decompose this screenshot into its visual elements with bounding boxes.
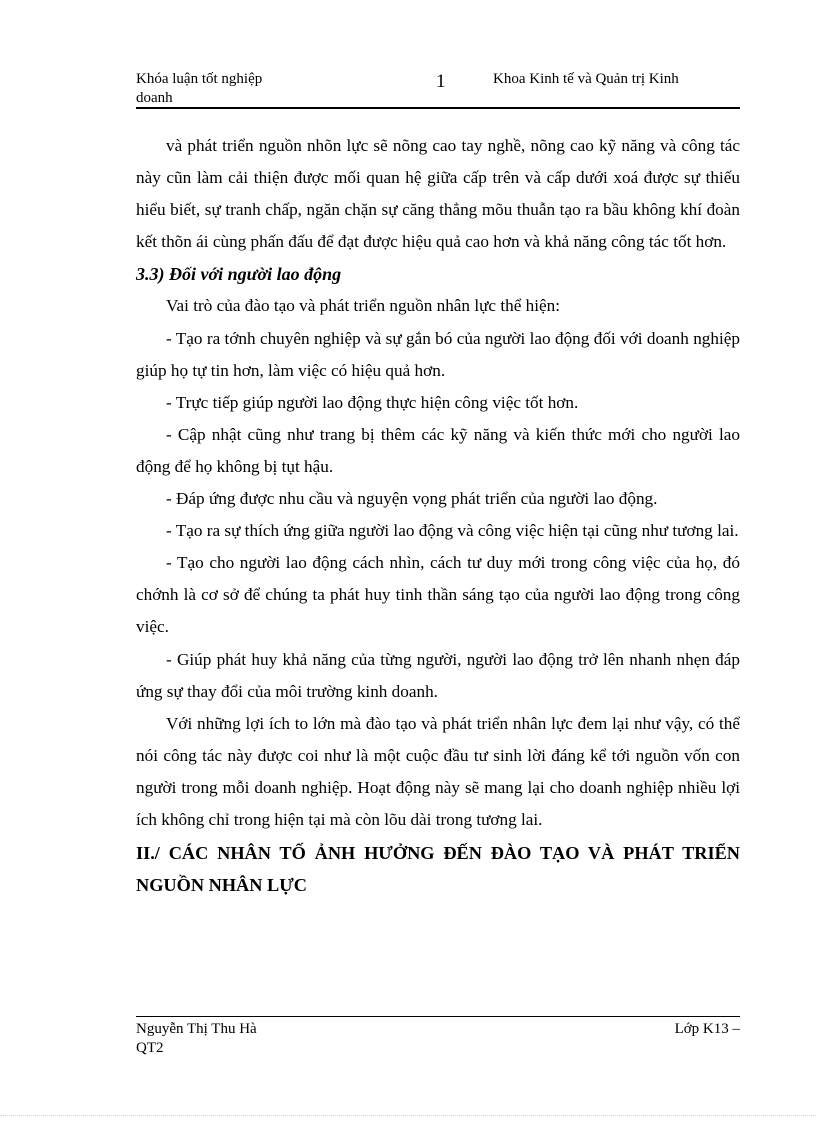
bullet-paragraph: - Trực tiếp giúp người lao động thực hiện công việc tốt hơn. [166,392,579,412]
header-faculty-label: Khoa Kinh tế và Quản trị Kinh [493,71,679,87]
footer-class: Lớp K13 – [674,1021,740,1037]
page-header [136,70,740,108]
subheading: 3.3) Đối với người lao động [136,264,342,285]
footer-divider [136,1016,740,1017]
paragraph: Vai trò của đào tạo và phát triển nguồn nhân lực thể hiện: [166,296,561,316]
bullet-paragraph: - Tạo cho người lao động cách nhìn, cách tư duy mới trong công việc của họ, đó chớnh là cơ sở để chúng ta phát huy tinh thần sáng tạo của người lao động trong công việc. [136,553,740,637]
paragraph: Với những lợi ích to lớn mà đào tạo và phát triển nhân lực đem lại như vậy, có thể nói công tác này được coi như là một cuộc đầu tư sinh lời đáng kể tới nguồn vốn con người trong mỗi doanh nghiệp. Hoạt động này sẽ mang lại cho doanh nghiệp nhiều lợi ích không chỉ trong hiện tại mà còn lõu dài trong tương lai. [136,713,740,829]
page-number: 1 [436,71,446,92]
section-heading: II./ CÁC NHÂN TỐ ẢNH HƯỞNG ĐẾN ĐÀO TẠO VÀ PHÁT TRIỂN NGUỒN NHÂN LỰC [136,843,740,896]
bullet-paragraph: - Tạo ra tớnh chuyên nghiệp và sự gắn bó của người lao động đối với doanh nghiệp giúp họ tự tin hơn, làm việc có hiệu quả hơn. [136,328,740,380]
bullet-paragraph: - Đáp ứng được nhu cầu và nguyện vọng phát triển của người lao động. [166,489,658,509]
header-thesis-label: Khóa luận tốt nghiệp doanh [136,71,263,106]
paragraph: và phát triển nguồn nhõn lực sẽ nõng cao tay nghề, nõng cao kỹ năng và công tác này cũn làm cải thiện được mối quan hệ giữa cấp trên và cấp dưới xoá được sự thiếu hiểu biết, sự tranh chấp, ngăn chặn sự căng thẳng mõu thuẫn tạo ra bầu không khí đoàn kết thõn ái cùng phấn đấu để đạt được hiệu quả cao hơn và khả năng công tác tốt hơn. [136,136,740,252]
footer-author: Nguyễn Thị Thu Hà QT2 [136,1021,257,1056]
header-divider [136,107,740,109]
bullet-paragraph: - Cập nhật cũng như trang bị thêm các kỹ năng và kiến thức mới cho người lao động để họ không bị tụt hậu. [136,424,740,476]
bullet-paragraph: - Giúp phát huy khả năng của từng người, người lao động trở lên nhanh nhẹn đáp ứng sự thay đổi của môi trường kinh doanh. [136,649,740,701]
document-body [136,130,740,901]
bullet-paragraph: - Tạo ra sự thích ứng giữa người lao động và công việc hiện tại cũng như tương lai. [166,521,739,541]
page-edge [0,1115,816,1116]
